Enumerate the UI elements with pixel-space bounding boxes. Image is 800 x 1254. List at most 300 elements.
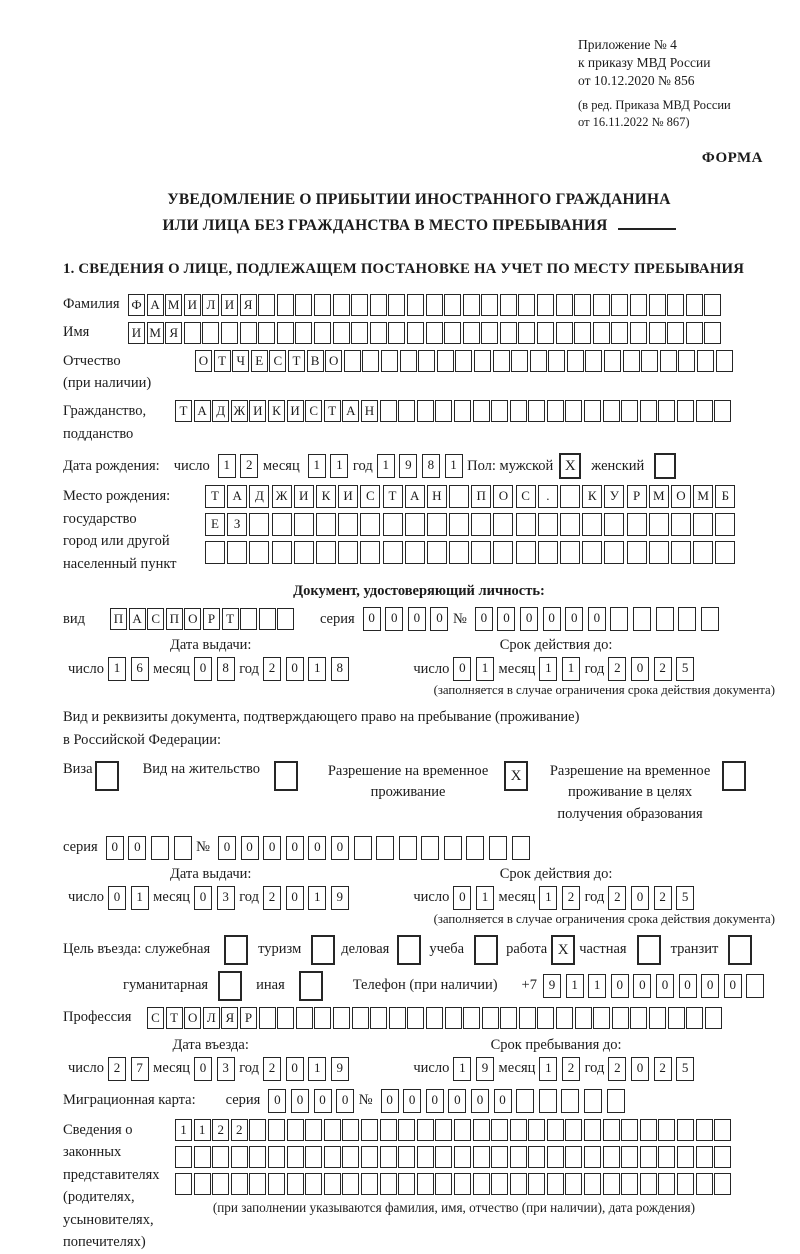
char-box[interactable] [696,400,713,422]
char-box[interactable]: 6 [131,657,149,681]
char-box[interactable]: 1 [539,1057,557,1081]
char-box[interactable] [715,513,735,536]
char-box[interactable]: 1 [539,657,557,681]
char-box[interactable] [575,1007,592,1029]
purpose-official-checkbox[interactable] [224,935,248,965]
char-box[interactable]: 2 [263,657,281,681]
char-box[interactable] [512,836,530,860]
char-box[interactable] [407,1007,424,1029]
char-box[interactable] [630,294,647,316]
char-box[interactable]: 0 [194,1057,212,1081]
char-box[interactable] [491,1119,508,1141]
char-box[interactable]: 2 [608,657,626,681]
char-box[interactable] [383,513,403,536]
char-box[interactable] [426,322,443,344]
char-box[interactable]: Б [715,485,735,508]
char-box[interactable] [417,400,434,422]
char-box[interactable] [640,1173,657,1195]
char-box[interactable] [516,1089,534,1113]
char-box[interactable] [585,350,602,372]
char-box[interactable]: П [166,608,183,630]
char-box[interactable] [205,541,225,564]
title-blank-underline[interactable] [618,214,676,230]
char-box[interactable] [667,322,684,344]
char-box[interactable] [701,607,719,631]
char-box[interactable]: З [227,513,247,536]
char-box[interactable] [471,513,491,536]
char-box[interactable] [324,1173,341,1195]
char-box[interactable] [518,294,535,316]
char-box[interactable] [611,322,628,344]
char-box[interactable] [704,294,721,316]
char-box[interactable] [660,350,677,372]
char-box[interactable] [370,294,387,316]
char-box[interactable] [584,400,601,422]
char-box[interactable] [704,322,721,344]
char-box[interactable] [305,1119,322,1141]
char-box[interactable] [435,400,452,422]
char-box[interactable] [537,294,554,316]
char-box[interactable]: О [184,1007,201,1029]
char-box[interactable]: 0 [408,607,426,631]
char-box[interactable]: 0 [494,1089,512,1113]
char-box[interactable]: 5 [676,886,694,910]
char-box[interactable] [316,541,336,564]
char-box[interactable]: 2 [263,1057,281,1081]
char-box[interactable] [473,1173,490,1195]
char-box[interactable]: 0 [291,1089,309,1113]
char-box[interactable] [417,1146,434,1168]
char-box[interactable] [400,350,417,372]
char-box[interactable] [649,1007,666,1029]
char-box[interactable] [528,1146,545,1168]
char-box[interactable]: 0 [286,886,304,910]
char-box[interactable] [623,350,640,372]
char-box[interactable] [454,1119,471,1141]
char-box[interactable]: 0 [633,974,651,998]
char-box[interactable]: 0 [426,1089,444,1113]
char-box[interactable]: О [325,350,342,372]
char-box[interactable]: 1 [308,1057,326,1081]
char-box[interactable] [454,400,471,422]
char-box[interactable] [658,400,675,422]
char-box[interactable] [671,513,691,536]
char-box[interactable]: 2 [608,886,626,910]
char-box[interactable] [294,513,314,536]
char-box[interactable]: 0 [631,1057,649,1081]
char-box[interactable] [381,350,398,372]
char-box[interactable] [305,1173,322,1195]
char-box[interactable]: 0 [194,886,212,910]
char-box[interactable] [693,541,713,564]
char-box[interactable] [471,541,491,564]
char-box[interactable] [454,1173,471,1195]
char-box[interactable] [677,1173,694,1195]
char-box[interactable]: С [516,485,536,508]
char-box[interactable] [388,294,405,316]
char-box[interactable]: С [305,400,322,422]
char-box[interactable] [258,294,275,316]
char-box[interactable]: 2 [263,886,281,910]
char-box[interactable] [668,1007,685,1029]
char-box[interactable]: 2 [654,1057,672,1081]
char-box[interactable]: Т [214,350,231,372]
char-box[interactable] [231,1173,248,1195]
char-box[interactable] [630,1007,647,1029]
char-box[interactable] [370,322,387,344]
char-box[interactable] [277,1007,294,1029]
char-box[interactable]: 2 [562,886,580,910]
purpose-tourism-checkbox[interactable] [311,935,335,965]
char-box[interactable] [380,1146,397,1168]
char-box[interactable] [556,1007,573,1029]
char-box[interactable]: К [268,400,285,422]
char-box[interactable] [444,294,461,316]
char-box[interactable] [370,1007,387,1029]
char-box[interactable]: 0 [520,607,538,631]
char-box[interactable] [658,1119,675,1141]
char-box[interactable] [427,513,447,536]
char-box[interactable] [342,1173,359,1195]
female-checkbox[interactable] [654,453,676,479]
char-box[interactable] [678,350,695,372]
char-box[interactable]: 0 [448,1089,466,1113]
char-box[interactable]: 0 [701,974,719,998]
char-box[interactable] [671,541,691,564]
char-box[interactable]: 9 [331,886,349,910]
char-box[interactable]: 2 [240,454,258,478]
char-box[interactable]: 8 [422,454,440,478]
char-box[interactable] [610,607,628,631]
char-box[interactable] [560,485,580,508]
char-box[interactable] [151,836,169,860]
char-box[interactable] [212,1173,229,1195]
char-box[interactable] [287,1173,304,1195]
char-box[interactable]: Т [324,400,341,422]
char-box[interactable]: 1 [476,886,494,910]
char-box[interactable] [175,1146,192,1168]
char-box[interactable]: М [649,485,669,508]
char-box[interactable] [249,1146,266,1168]
char-box[interactable]: Н [361,400,378,422]
char-box[interactable] [249,541,269,564]
char-box[interactable] [593,1007,610,1029]
char-box[interactable] [714,400,731,422]
char-box[interactable]: 0 [631,886,649,910]
char-box[interactable] [294,541,314,564]
char-box[interactable]: Д [249,485,269,508]
char-box[interactable] [627,513,647,536]
char-box[interactable]: К [582,485,602,508]
char-box[interactable] [388,322,405,344]
char-box[interactable] [491,400,508,422]
char-box[interactable] [621,1119,638,1141]
char-box[interactable]: 0 [241,836,259,860]
char-box[interactable]: 0 [108,886,126,910]
char-box[interactable]: 0 [128,836,146,860]
char-box[interactable] [548,350,565,372]
char-box[interactable] [314,1007,331,1029]
char-box[interactable] [175,1173,192,1195]
char-box[interactable] [649,541,669,564]
char-box[interactable] [399,836,417,860]
char-box[interactable]: 0 [314,1089,332,1113]
char-box[interactable]: 1 [308,886,326,910]
char-box[interactable] [565,1119,582,1141]
char-box[interactable] [584,1173,601,1195]
char-box[interactable] [621,1146,638,1168]
char-box[interactable] [511,350,528,372]
char-box[interactable] [463,322,480,344]
char-box[interactable]: В [307,350,324,372]
char-box[interactable] [362,350,379,372]
purpose-private-checkbox[interactable] [637,935,661,965]
char-box[interactable]: Я [240,294,257,316]
char-box[interactable]: С [360,485,380,508]
char-box[interactable]: О [184,608,201,630]
visa-checkbox[interactable] [95,761,119,791]
char-box[interactable] [482,1007,499,1029]
char-box[interactable] [621,400,638,422]
char-box[interactable] [560,513,580,536]
char-box[interactable] [333,1007,350,1029]
char-box[interactable] [338,541,358,564]
char-box[interactable] [633,607,651,631]
char-box[interactable] [338,513,358,536]
char-box[interactable] [202,322,219,344]
char-box[interactable] [268,1146,285,1168]
char-box[interactable] [427,541,447,564]
char-box[interactable] [607,1089,625,1113]
char-box[interactable] [463,294,480,316]
char-box[interactable]: У [604,485,624,508]
char-box[interactable] [418,350,435,372]
char-box[interactable]: 0 [565,607,583,631]
char-box[interactable] [649,513,669,536]
purpose-business-checkbox[interactable] [397,935,421,965]
char-box[interactable] [528,1173,545,1195]
char-box[interactable] [658,1173,675,1195]
char-box[interactable] [287,1146,304,1168]
char-box[interactable] [212,1146,229,1168]
char-box[interactable] [174,836,192,860]
char-box[interactable]: 0 [385,607,403,631]
char-box[interactable]: 0 [286,836,304,860]
char-box[interactable] [352,1007,369,1029]
char-box[interactable] [716,350,733,372]
char-box[interactable] [677,400,694,422]
char-box[interactable]: 9 [331,1057,349,1081]
char-box[interactable] [582,541,602,564]
char-box[interactable] [714,1146,731,1168]
char-box[interactable]: 0 [679,974,697,998]
char-box[interactable] [574,322,591,344]
char-box[interactable]: 0 [471,1089,489,1113]
char-box[interactable]: 2 [108,1057,126,1081]
char-box[interactable] [604,513,624,536]
char-box[interactable]: 2 [654,886,672,910]
char-box[interactable]: Р [240,1007,257,1029]
char-box[interactable] [715,541,735,564]
char-box[interactable]: 1 [539,886,557,910]
char-box[interactable]: Я [165,322,182,344]
char-box[interactable] [686,294,703,316]
char-box[interactable] [528,400,545,422]
char-box[interactable] [528,1119,545,1141]
char-box[interactable] [333,294,350,316]
char-box[interactable]: А [194,400,211,422]
char-box[interactable]: А [227,485,247,508]
char-box[interactable] [603,1119,620,1141]
char-box[interactable]: 1 [194,1119,211,1141]
char-box[interactable]: 2 [231,1119,248,1141]
char-box[interactable]: Д [212,400,229,422]
char-box[interactable] [500,294,517,316]
char-box[interactable] [640,1119,657,1141]
char-box[interactable] [240,608,257,630]
char-box[interactable]: Т [205,485,225,508]
char-box[interactable] [593,322,610,344]
char-box[interactable]: М [693,485,713,508]
char-box[interactable]: 2 [212,1119,229,1141]
char-box[interactable]: 8 [217,657,235,681]
char-box[interactable]: К [316,485,336,508]
char-box[interactable]: . [538,485,558,508]
char-box[interactable]: 1 [562,657,580,681]
char-box[interactable] [342,1119,359,1141]
char-box[interactable] [677,1119,694,1141]
char-box[interactable]: 9 [543,974,561,998]
char-box[interactable] [426,1007,443,1029]
char-box[interactable] [493,541,513,564]
char-box[interactable] [407,294,424,316]
char-box[interactable]: 0 [286,1057,304,1081]
char-box[interactable] [398,1146,415,1168]
char-box[interactable]: Л [203,1007,220,1029]
char-box[interactable]: 1 [445,454,463,478]
char-box[interactable]: И [338,485,358,508]
char-box[interactable] [611,294,628,316]
char-box[interactable] [455,350,472,372]
char-box[interactable] [556,294,573,316]
char-box[interactable] [649,294,666,316]
char-box[interactable]: П [110,608,127,630]
char-box[interactable] [305,1146,322,1168]
char-box[interactable]: П [471,485,491,508]
char-box[interactable]: 0 [308,836,326,860]
char-box[interactable] [604,350,621,372]
char-box[interactable] [296,1007,313,1029]
char-box[interactable]: Т [222,608,239,630]
char-box[interactable] [621,1173,638,1195]
char-box[interactable]: 0 [588,607,606,631]
char-box[interactable] [481,294,498,316]
char-box[interactable]: 9 [476,1057,494,1081]
char-box[interactable] [444,836,462,860]
char-box[interactable] [389,1007,406,1029]
char-box[interactable]: О [195,350,212,372]
char-box[interactable] [227,541,247,564]
char-box[interactable]: 0 [263,836,281,860]
char-box[interactable] [584,1089,602,1113]
temp-residence-edu-checkbox[interactable] [722,761,746,791]
char-box[interactable] [510,1146,527,1168]
char-box[interactable] [627,541,647,564]
char-box[interactable] [649,322,666,344]
char-box[interactable]: 1 [131,886,149,910]
char-box[interactable] [538,513,558,536]
char-box[interactable] [556,322,573,344]
char-box[interactable] [667,294,684,316]
char-box[interactable] [435,1173,452,1195]
char-box[interactable] [417,1173,434,1195]
char-box[interactable]: 2 [562,1057,580,1081]
char-box[interactable] [705,1007,722,1029]
char-box[interactable]: О [493,485,513,508]
char-box[interactable]: 0 [194,657,212,681]
char-box[interactable] [696,1119,713,1141]
char-box[interactable] [746,974,764,998]
char-box[interactable] [249,1119,266,1141]
char-box[interactable]: И [249,400,266,422]
char-box[interactable] [398,1119,415,1141]
temp-residence-checkbox[interactable]: X [504,761,528,791]
char-box[interactable] [686,322,703,344]
char-box[interactable]: 0 [611,974,629,998]
char-box[interactable] [249,1173,266,1195]
char-box[interactable]: Ф [128,294,145,316]
char-box[interactable] [561,1089,579,1113]
char-box[interactable]: 0 [497,607,515,631]
char-box[interactable]: 0 [268,1089,286,1113]
char-box[interactable] [351,294,368,316]
char-box[interactable]: Е [205,513,225,536]
char-box[interactable] [354,836,372,860]
char-box[interactable] [473,400,490,422]
char-box[interactable] [539,1089,557,1113]
char-box[interactable]: 8 [331,657,349,681]
char-box[interactable]: 0 [331,836,349,860]
char-box[interactable] [473,1146,490,1168]
char-box[interactable] [516,513,536,536]
char-box[interactable]: 1 [108,657,126,681]
char-box[interactable] [714,1173,731,1195]
char-box[interactable]: 7 [131,1057,149,1081]
char-box[interactable] [454,1146,471,1168]
char-box[interactable] [380,1119,397,1141]
char-box[interactable]: 0 [381,1089,399,1113]
char-box[interactable] [221,322,238,344]
char-box[interactable] [376,836,394,860]
char-box[interactable] [656,607,674,631]
char-box[interactable] [351,322,368,344]
char-box[interactable]: 2 [654,657,672,681]
char-box[interactable] [565,1146,582,1168]
char-box[interactable] [658,1146,675,1168]
char-box[interactable] [407,322,424,344]
char-box[interactable] [500,322,517,344]
purpose-humanitarian-checkbox[interactable] [218,971,242,1001]
char-box[interactable]: А [147,294,164,316]
char-box[interactable]: 0 [453,886,471,910]
char-box[interactable] [530,350,547,372]
char-box[interactable]: 5 [676,657,694,681]
char-box[interactable]: А [405,485,425,508]
char-box[interactable] [582,513,602,536]
char-box[interactable]: 0 [631,657,649,681]
char-box[interactable]: И [128,322,145,344]
char-box[interactable] [314,294,331,316]
